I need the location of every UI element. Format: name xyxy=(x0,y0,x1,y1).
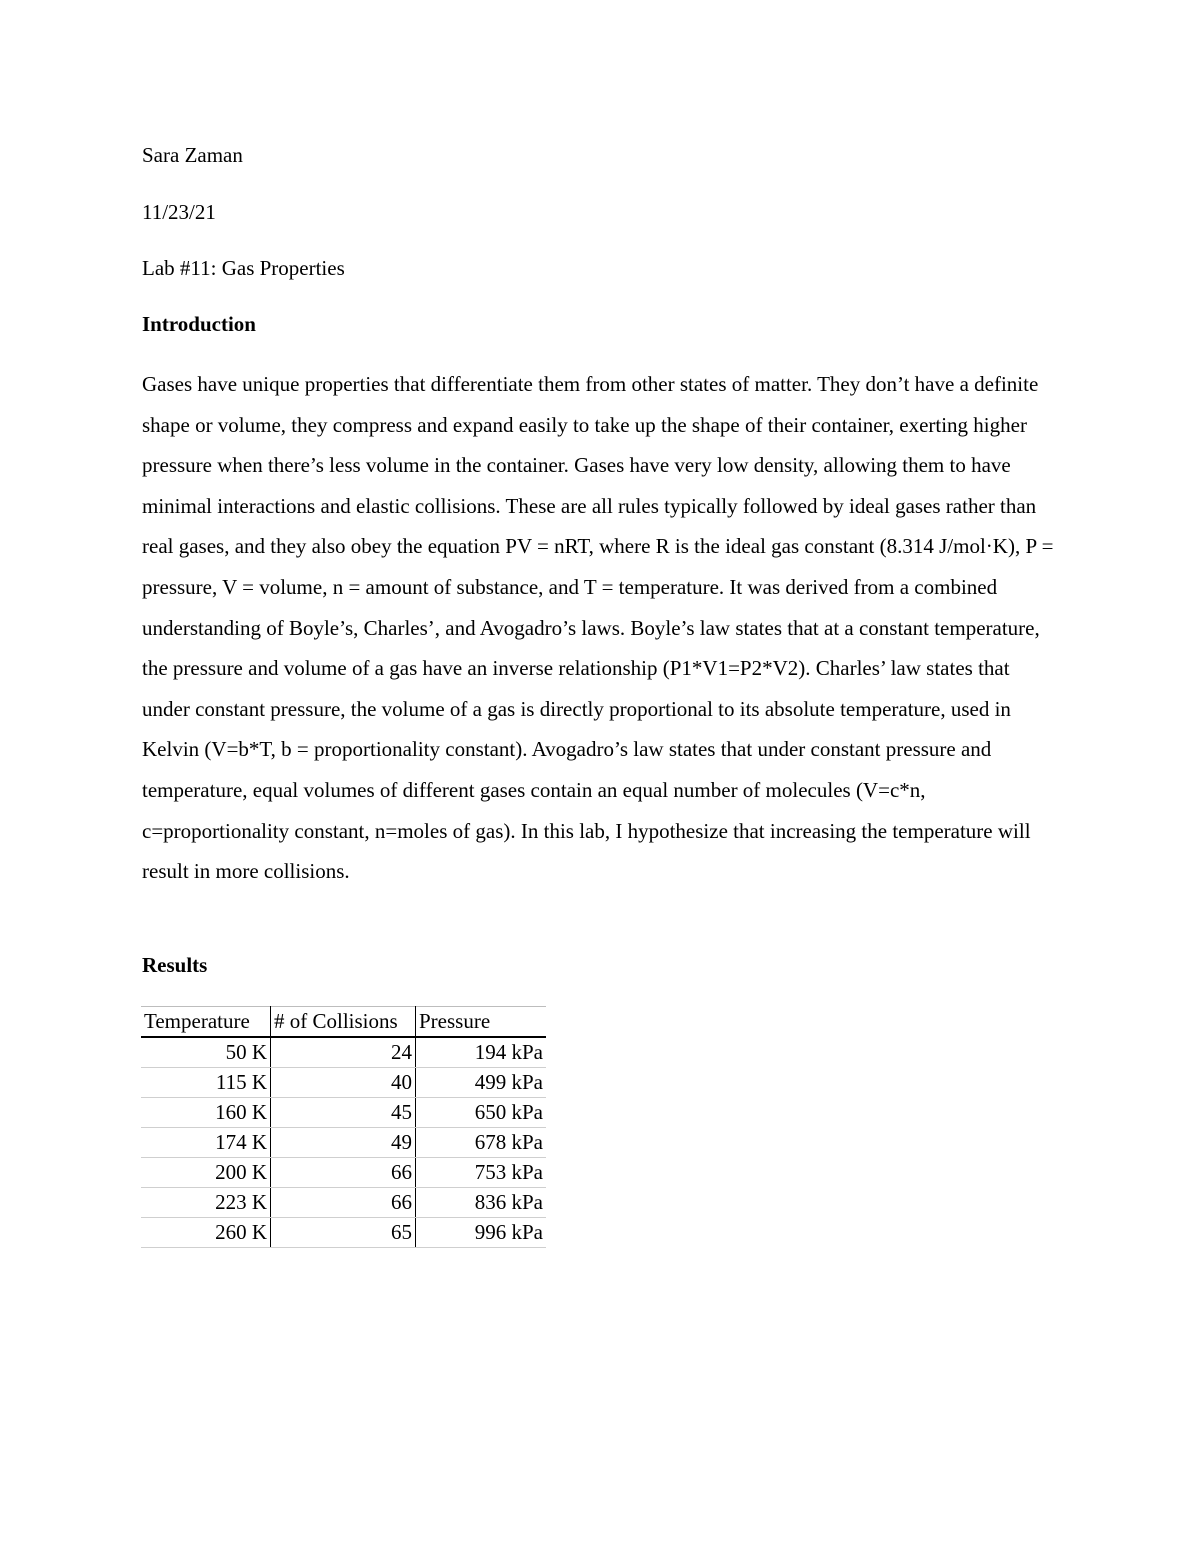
pressure-cell: 996 kPa xyxy=(416,1218,547,1248)
collisions-cell: 49 xyxy=(271,1128,416,1158)
pressure-cell: 836 kPa xyxy=(416,1188,547,1218)
temperature-cell: 200 K xyxy=(141,1158,271,1188)
collisions-cell: 66 xyxy=(271,1188,416,1218)
column-header-pressure: Pressure xyxy=(416,1007,547,1038)
lab-title: Lab #11: Gas Properties xyxy=(142,256,345,280)
pressure-cell: 678 kPa xyxy=(416,1128,547,1158)
temperature-cell: 223 K xyxy=(141,1188,271,1218)
temperature-cell: 50 K xyxy=(141,1037,271,1068)
collisions-cell: 66 xyxy=(271,1158,416,1188)
temperature-cell: 174 K xyxy=(141,1128,271,1158)
table-row xyxy=(141,1128,546,1158)
temperature-cell: 260 K xyxy=(141,1218,271,1248)
temperature-cell: 160 K xyxy=(141,1098,271,1128)
results-heading: Results xyxy=(142,953,208,977)
table-row xyxy=(141,1158,546,1188)
table-row xyxy=(141,1218,546,1248)
column-header-collisions: # of Collisions xyxy=(271,1007,416,1038)
table-row xyxy=(141,1037,546,1068)
collisions-cell: 45 xyxy=(271,1098,416,1128)
pressure-cell: 194 kPa xyxy=(416,1037,547,1068)
pressure-cell: 753 kPa xyxy=(416,1158,547,1188)
table-row xyxy=(141,1068,546,1098)
collisions-cell: 24 xyxy=(271,1037,416,1068)
table-row xyxy=(141,1098,546,1128)
introduction-heading: Introduction xyxy=(142,312,256,336)
report-date: 11/23/21 xyxy=(142,200,216,224)
temperature-cell: 115 K xyxy=(141,1068,271,1098)
pressure-cell: 499 kPa xyxy=(416,1068,547,1098)
pressure-cell: 650 kPa xyxy=(416,1098,547,1128)
collisions-cell: 40 xyxy=(271,1068,416,1098)
table-row xyxy=(141,1188,546,1218)
column-header-temperature: Temperature xyxy=(141,1007,271,1038)
table-header-row xyxy=(141,1007,546,1038)
author-name: Sara Zaman xyxy=(142,143,243,167)
collisions-cell: 65 xyxy=(271,1218,416,1248)
results-table xyxy=(141,1006,546,1248)
introduction-paragraph: Gases have unique properties that differentiate them from other states of matter. They don’t have a definite shape or volume, they compress and expand easily to take up the shape of their container, exerting higher pressure when there’s less volume in the container. Gases have very low density, allowing them to have minimal interactions and elastic collisions. These are all rules typically followed by ideal gases rather than real gases, and they also obey the equation PV = nRT, where R is the ideal gas constant (8.314 J/mol·K), P = pressure, V = volume, n = amount of substance, and T = temperature. It was derived from a combined understanding of Boyle’s, Charles’, and Avogadro’s laws. Boyle’s law states that at a constant temperature, the pressure and volume of a gas have an inverse relationship (P1*V1=P2*V2). Charles’ law states that under constant pressure, the volume of a gas is directly proportional to its absolute temperature, used in Kelvin (V=b*T, b = proportionality constant). Avogadro’s law states that under constant pressure and temperature, equal volumes of different gases contain an equal number of molecules (V=c*n, c=proportionality constant, n=moles of gas). In this lab, I hypothesize that increasing the temperature will result in more collisions. xyxy=(142,372,1054,884)
